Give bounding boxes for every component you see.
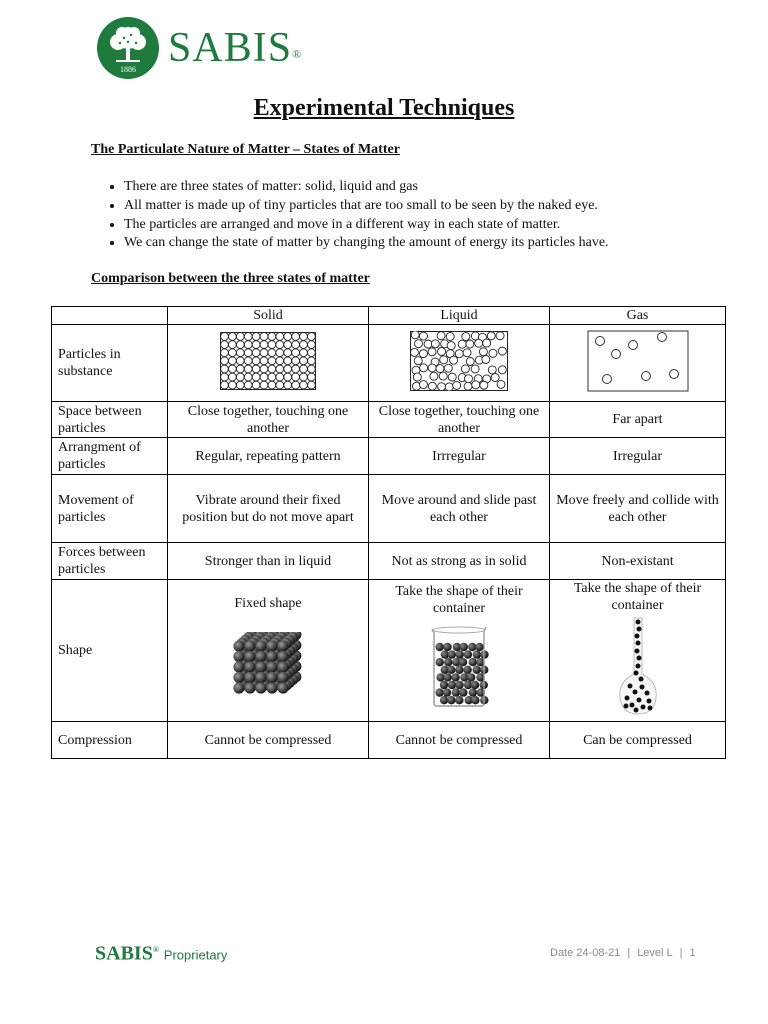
particle [497, 380, 505, 388]
particle [428, 363, 436, 371]
particle [300, 332, 308, 340]
gas-particle-diagram [587, 330, 689, 392]
particle [233, 661, 244, 672]
particle [411, 331, 419, 339]
row-label: Arrangment of particles [52, 438, 168, 475]
particle [468, 643, 476, 651]
footer-separator: | [627, 947, 631, 959]
particle [428, 347, 436, 355]
particle [255, 651, 266, 662]
particle [420, 363, 428, 371]
footer-brand [95, 938, 227, 968]
particle [466, 340, 474, 348]
particle [640, 705, 645, 710]
particle [444, 364, 452, 372]
particle [451, 673, 459, 681]
brand-name: SABIS [168, 25, 293, 71]
particle [292, 381, 300, 389]
particle [447, 341, 455, 349]
bullet-item: • There are three states of matter: solid, liquid and gas [124, 178, 609, 197]
section-heading-comparison: Comparison between the three states of matter [91, 271, 370, 286]
particle [471, 681, 479, 689]
particle [436, 364, 444, 372]
particle [444, 658, 452, 666]
table-cell-text: Take the shape of their container [395, 584, 523, 616]
particle [244, 672, 255, 683]
particle [300, 340, 308, 348]
particle [633, 708, 638, 713]
particle [276, 365, 284, 373]
particle [439, 372, 447, 380]
particle [284, 348, 292, 356]
particle [276, 332, 284, 340]
particle [455, 681, 463, 689]
particle [277, 640, 288, 651]
particle [467, 673, 475, 681]
table-cell: Close together, touching one another [168, 402, 369, 438]
solid-particles-cell [168, 325, 369, 402]
particle [482, 355, 490, 363]
header-cell-empty [52, 307, 168, 325]
particle [415, 339, 423, 347]
particle [233, 640, 244, 651]
particle [489, 349, 497, 357]
gas-particles-cell [550, 325, 726, 402]
particle [260, 348, 268, 356]
particle [266, 682, 277, 693]
particle [284, 356, 292, 364]
gas-shape-cell [550, 580, 726, 722]
particle [244, 661, 255, 672]
table-cell: Close together, touching one another [369, 402, 550, 438]
particle [268, 340, 276, 348]
particle [455, 696, 463, 704]
particle [464, 382, 472, 390]
particle [266, 640, 277, 651]
particle [236, 340, 244, 348]
particle [430, 372, 438, 380]
particle [277, 682, 288, 693]
particle [233, 682, 244, 693]
bullet-item: • All matter is made up of tiny particles that are too small to be seen by the naked eye. [124, 197, 609, 216]
particle [221, 332, 229, 340]
particle [496, 331, 504, 339]
table-cell: Cannot be compressed [369, 722, 550, 759]
particle [255, 640, 266, 651]
particle [252, 340, 260, 348]
particle [639, 685, 644, 690]
particle [221, 365, 229, 373]
particle [292, 332, 300, 340]
table-row [52, 543, 726, 580]
particle [443, 643, 451, 651]
particle [479, 347, 487, 355]
particle [308, 373, 316, 381]
particle [229, 356, 237, 364]
particle [252, 365, 260, 373]
footer-registered-mark: ® [152, 945, 159, 954]
particle [308, 356, 316, 364]
logo-year: 1886 [120, 65, 136, 74]
particle [284, 332, 292, 340]
particle [292, 365, 300, 373]
particle [440, 696, 448, 704]
brand-registered-mark: ® [292, 47, 303, 61]
particle [244, 365, 252, 373]
particle [456, 650, 464, 658]
particle [276, 381, 284, 389]
table-cell: Stronger than in liquid [168, 543, 369, 580]
table-row [52, 475, 726, 543]
particle [419, 349, 427, 357]
particle [440, 681, 448, 689]
particle [308, 340, 316, 348]
particle [446, 332, 454, 340]
header-cell-gas: Gas [550, 307, 726, 325]
solid-particle-diagram [220, 332, 316, 390]
particle [276, 348, 284, 356]
particle [469, 688, 477, 696]
table-cell: Vibrate around their fixed position but do not move apart [168, 475, 369, 543]
particle [635, 641, 640, 646]
particle [244, 682, 255, 693]
footer-level: Level L [637, 947, 673, 959]
particle [260, 381, 268, 389]
particle [284, 365, 292, 373]
particle [466, 357, 474, 365]
particle [464, 650, 472, 658]
footer-proprietary: Proprietary [163, 947, 228, 963]
particle [233, 651, 244, 662]
particle [472, 380, 480, 388]
row-label: Particles in substance [52, 325, 168, 402]
particle [636, 698, 641, 703]
particle [255, 682, 266, 693]
particle [236, 356, 244, 364]
particle [463, 348, 471, 356]
particle [634, 634, 639, 639]
table-cell-text: Take the shape of their container [573, 581, 702, 613]
particle [260, 340, 268, 348]
particle [483, 339, 491, 347]
particle [632, 690, 637, 695]
particle [260, 373, 268, 381]
particle [221, 373, 229, 381]
particle [266, 661, 277, 672]
particle [300, 373, 308, 381]
header-cell-liquid: Liquid [369, 307, 550, 325]
brand-wordmark [168, 24, 302, 72]
particle [236, 332, 244, 340]
particle [627, 684, 632, 689]
particle [455, 349, 463, 357]
particle [255, 672, 266, 683]
particle [277, 672, 288, 683]
particle [236, 365, 244, 373]
particle [244, 356, 252, 364]
particle [471, 331, 479, 339]
particle [236, 381, 244, 389]
particle [236, 373, 244, 381]
particle [252, 356, 260, 364]
particle [308, 348, 316, 356]
particle [448, 681, 456, 689]
footer-meta [550, 946, 696, 960]
particle [276, 356, 284, 364]
particle [498, 365, 506, 373]
particle [475, 339, 483, 347]
particle [635, 664, 640, 669]
particle [413, 373, 421, 381]
table-cell: Non-existant [550, 543, 726, 580]
particle [646, 699, 651, 704]
particle [300, 381, 308, 389]
particle [292, 340, 300, 348]
particle [464, 374, 472, 382]
particle [308, 332, 316, 340]
particle [498, 347, 506, 355]
particle [419, 380, 427, 388]
particle [252, 332, 260, 340]
table-cell: Move around and slide past each other [369, 475, 550, 543]
header-cell-solid: Solid [168, 307, 369, 325]
particle [229, 365, 237, 373]
table-row [52, 438, 726, 475]
particle [260, 332, 268, 340]
liquid-shape-cell [369, 580, 550, 722]
particle [244, 640, 255, 651]
particle [300, 348, 308, 356]
particle [443, 688, 451, 696]
particle [469, 658, 477, 666]
particle [244, 373, 252, 381]
particle [252, 373, 260, 381]
particle [438, 382, 446, 390]
particle [266, 672, 277, 683]
particle [308, 381, 316, 389]
particle [624, 696, 629, 701]
particle [308, 365, 316, 373]
particle [300, 356, 308, 364]
table-row [52, 580, 726, 722]
particle [431, 339, 439, 347]
particle [419, 332, 427, 340]
particle [221, 340, 229, 348]
table-header-row [52, 307, 726, 325]
particle [438, 347, 446, 355]
particle [487, 331, 495, 339]
particle [437, 331, 445, 339]
particle [436, 658, 444, 666]
particle [475, 643, 483, 651]
particle [461, 364, 469, 372]
section-heading-states-of-matter: The Particulate Nature of Matter – States of Matter [91, 142, 400, 157]
particle [488, 365, 496, 373]
particle [268, 332, 276, 340]
particle [414, 356, 422, 364]
particle [633, 671, 638, 676]
particle [229, 381, 237, 389]
particle [480, 381, 488, 389]
particle [277, 661, 288, 672]
table-cell: Cannot be compressed [168, 722, 369, 759]
row-label: Compression [52, 722, 168, 759]
footer-date: Date 24-08-21 [550, 947, 621, 959]
particle [268, 373, 276, 381]
sabis-logo-tree-icon [96, 16, 160, 80]
particle [647, 706, 652, 711]
particle [244, 332, 252, 340]
table-cell: Irregular [550, 438, 726, 475]
table-cell: Not as strong as in solid [369, 543, 550, 580]
particle [300, 365, 308, 373]
footer-separator: | [679, 947, 683, 959]
particle [447, 696, 455, 704]
particle [471, 364, 479, 372]
particle [292, 356, 300, 364]
particle [268, 348, 276, 356]
particle [244, 340, 252, 348]
comparison-table [51, 306, 726, 759]
particle [623, 704, 628, 709]
table-row [52, 722, 726, 759]
particle [266, 651, 277, 662]
particle [252, 381, 260, 389]
solid-cube-image [231, 632, 305, 698]
particle [292, 348, 300, 356]
row-label: Shape [52, 580, 168, 722]
particle [455, 666, 463, 674]
particle [284, 373, 292, 381]
particle [443, 673, 451, 681]
particle [462, 332, 470, 340]
particle [629, 703, 634, 708]
table-cell: Regular, repeating pattern [168, 438, 369, 475]
particle [252, 348, 260, 356]
particle [635, 620, 640, 625]
table-cell: Irrregular [369, 438, 550, 475]
particle [644, 691, 649, 696]
particle [458, 340, 466, 348]
particle [276, 373, 284, 381]
particle [447, 666, 455, 674]
particle [440, 355, 448, 363]
table-row [52, 402, 726, 438]
particle [448, 373, 456, 381]
gas-flask-image [616, 616, 660, 716]
bullet-item: • We can change the state of matter by changing the amount of energy its particles have. [124, 234, 609, 253]
particle [636, 656, 641, 661]
particle [244, 381, 252, 389]
liquid-particle-diagram [410, 331, 508, 391]
particle [636, 627, 641, 632]
particle [221, 356, 229, 364]
table-cell: Can be compressed [550, 722, 726, 759]
particle [471, 696, 479, 704]
particle [229, 332, 237, 340]
particle [284, 381, 292, 389]
particle [448, 650, 456, 658]
particle [244, 651, 255, 662]
particle [453, 381, 461, 389]
liquid-particles-cell [369, 325, 550, 402]
row-label: Movement of particles [52, 475, 168, 543]
particle [459, 658, 467, 666]
table-cell: Far apart [550, 402, 726, 438]
particle [435, 643, 443, 651]
particle [428, 382, 436, 390]
table-cell: Move freely and collide with each other [550, 475, 726, 543]
particle [268, 381, 276, 389]
liquid-beaker-image [428, 623, 490, 707]
particle [221, 381, 229, 389]
footer-brand-name: SABIS [95, 942, 153, 965]
table-cell-text: Fixed shape [234, 596, 302, 611]
particle [255, 661, 266, 672]
particle [236, 348, 244, 356]
particle [435, 688, 443, 696]
bullet-list [106, 178, 609, 253]
particle [450, 356, 458, 364]
particle [459, 688, 467, 696]
particle [284, 340, 292, 348]
bullet-item: • The particles are arranged and move in a different way in each state of matter. [124, 216, 609, 235]
footer-page-number: 1 [689, 947, 696, 959]
particle [424, 340, 432, 348]
particle [460, 643, 468, 651]
particle [229, 340, 237, 348]
particle [260, 356, 268, 364]
particle [463, 666, 471, 674]
page-title: Experimental Techniques [253, 95, 515, 121]
particle [452, 688, 460, 696]
particle [277, 651, 288, 662]
particle [472, 666, 480, 674]
particle [634, 649, 639, 654]
particle [638, 677, 643, 682]
table-row [52, 325, 726, 402]
particle [229, 348, 237, 356]
particle [473, 650, 481, 658]
particle [221, 348, 229, 356]
particle [260, 365, 268, 373]
particle [445, 382, 453, 390]
particle [244, 348, 252, 356]
particle [276, 340, 284, 348]
particle [410, 348, 418, 356]
particle [268, 365, 276, 373]
solid-shape-cell [168, 580, 369, 722]
particle [229, 373, 237, 381]
row-label: Space between particles [52, 402, 168, 438]
particle [491, 373, 499, 381]
particle [233, 672, 244, 683]
particle [268, 356, 276, 364]
row-label: Forces between particles [52, 543, 168, 580]
particle [292, 373, 300, 381]
